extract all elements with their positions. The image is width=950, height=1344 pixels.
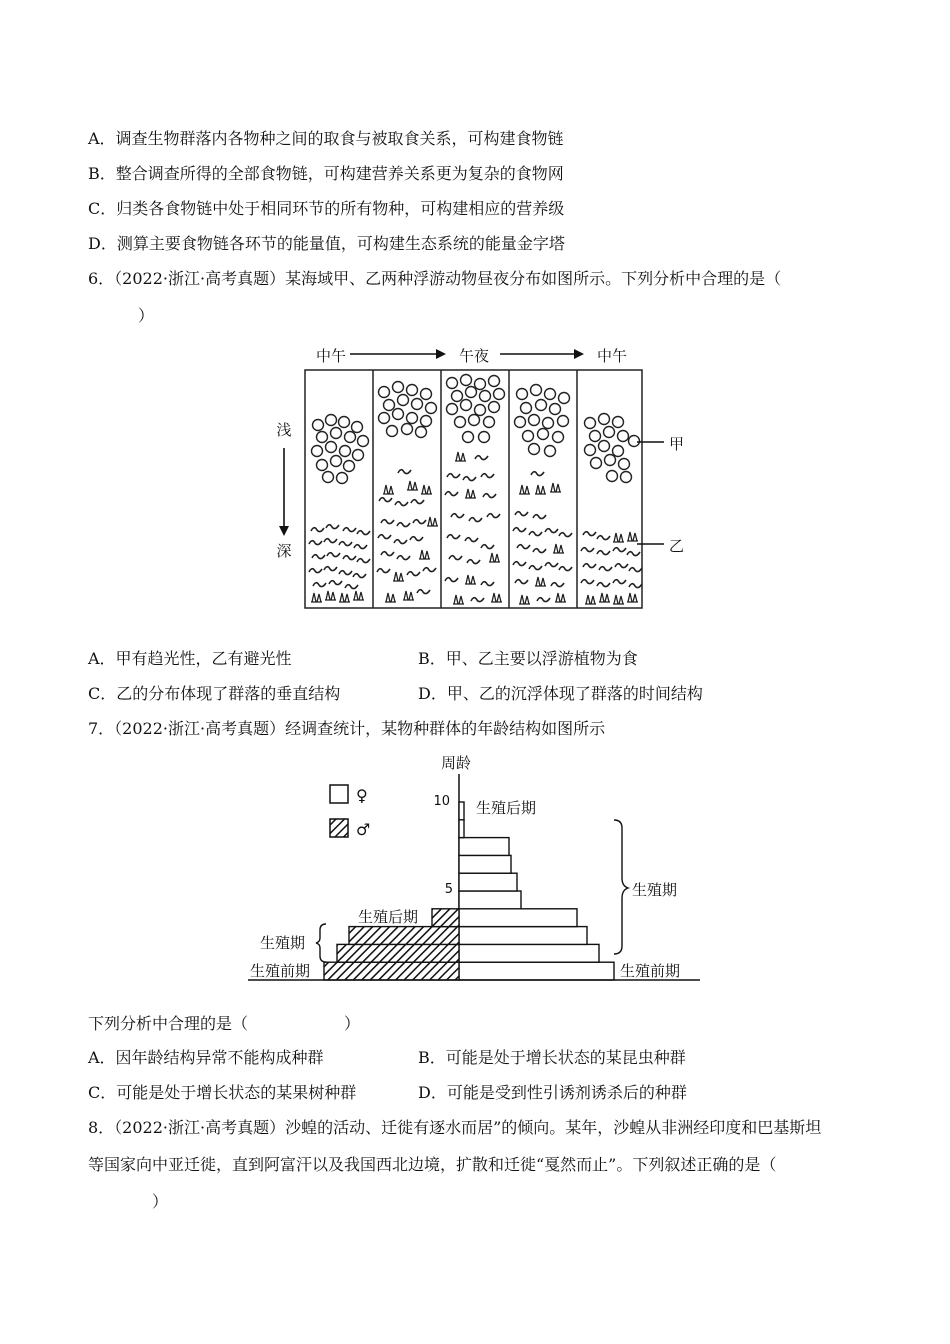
- female-bar-5: [459, 891, 521, 909]
- male-bar-4: [432, 909, 459, 927]
- q7-option-a: A．因年龄结构异常不能构成种群: [88, 1048, 324, 1067]
- female-bar-1: [459, 962, 614, 980]
- q7-option-d: D．可能是受到性引诱剂诱杀后的种群: [418, 1083, 687, 1102]
- q5-option-b: B．整合调查所得的全部食物链，可构建营养关系更为复杂的食物网: [88, 164, 564, 183]
- q5-option-a: A．调查生物群落内各物种之间的取食与被取食关系，可构建食物链: [88, 129, 564, 148]
- time-label-noon-1: 中午: [315, 347, 347, 365]
- female-bar-4: [459, 909, 577, 927]
- q7-option-b: B．可能是处于增长状态的某昆虫种群: [418, 1048, 686, 1067]
- q5-option-d: D．测算主要食物链各环节的能量值，可构建生态系统的能量金字塔: [88, 234, 565, 253]
- female-bar-8: [459, 838, 509, 856]
- tick-10: 10: [433, 794, 450, 809]
- female-bar-9: [459, 820, 464, 838]
- q6-plankton-figure: [260, 338, 700, 618]
- q8-line-2: 等国家向中亚迁徙，直到阿富汗以及我国西北边境，扩散和迁徙“戛然而止”。下列叙述正确的是（: [88, 1155, 777, 1174]
- right-label-reproductive: 生殖期: [632, 881, 678, 899]
- left-label-post-reproductive: 生殖后期: [358, 908, 419, 926]
- q6-option-c: C．乙的分布体现了群落的垂直结构: [88, 684, 341, 703]
- right-label-post-reproductive: 生殖后期: [476, 799, 537, 817]
- right-brace: [614, 820, 628, 954]
- q7-stem: 7．（2022·浙江·高考真题）经调查统计，某物种群体的年龄结构如图所示: [88, 719, 606, 738]
- legend-male-label: ♂: [356, 820, 371, 839]
- depth-deep-label: 深: [276, 542, 292, 560]
- q6-option-d: D．甲、乙的沉浮体现了群落的时间结构: [418, 684, 703, 703]
- y-axis-label: 周龄: [440, 754, 472, 772]
- q5-option-c: C．归类各食物链中处于相同环节的所有物种，可构建相应的营养级: [88, 199, 565, 218]
- q7-age-pyramid: [240, 750, 710, 990]
- female-bar-2: [459, 944, 599, 962]
- left-label-reproductive: 生殖期: [260, 934, 306, 952]
- female-bar-3: [459, 927, 587, 945]
- female-bar-7: [459, 855, 511, 873]
- q6-stem-close: ）: [138, 306, 155, 325]
- species-a-label: 甲: [669, 435, 685, 453]
- right-label-pre-reproductive: 生殖前期: [620, 962, 681, 980]
- male-bar-1: [324, 962, 459, 980]
- legend-female-label: ♀: [356, 786, 368, 805]
- panels-frame: [305, 370, 642, 608]
- q6-option-b: B．甲、乙主要以浮游植物为食: [418, 649, 638, 668]
- female-bar-10: [459, 802, 464, 820]
- left-brace: [316, 924, 326, 962]
- time-label-noon-2: 中午: [596, 347, 628, 365]
- left-label-pre-reproductive: 生殖前期: [250, 962, 311, 980]
- female-bar-6: [459, 873, 517, 891]
- q7-follow: 下列分析中合理的是（ ）: [88, 1014, 361, 1033]
- time-label-midnight: 午夜: [458, 347, 490, 365]
- male-bar-2: [337, 944, 459, 962]
- q6-option-a: A．甲有趋光性，乙有避光性: [88, 649, 292, 668]
- male-bar-3: [349, 927, 459, 945]
- legend-male-swatch: [330, 819, 348, 837]
- species-b-label: 乙: [669, 537, 685, 555]
- q7-option-c: C．可能是处于增长状态的某果树种群: [88, 1083, 357, 1102]
- depth-shallow-label: 浅: [276, 421, 292, 439]
- q6-stem: 6．（2022·浙江·高考真题）某海域甲、乙两种浮游动物昼夜分布如图所示。下列分析中合理的是（: [88, 269, 782, 288]
- legend-female-swatch: [330, 785, 348, 803]
- q8-line-1: 8．（2022·浙江·高考真题）沙蝗的活动、迁徙有逐水而居”的倾向。某年，沙蝗从非洲经印度和巴基斯坦: [88, 1118, 822, 1137]
- q8-line-3: ）: [152, 1192, 169, 1211]
- tick-5: 5: [444, 882, 453, 897]
